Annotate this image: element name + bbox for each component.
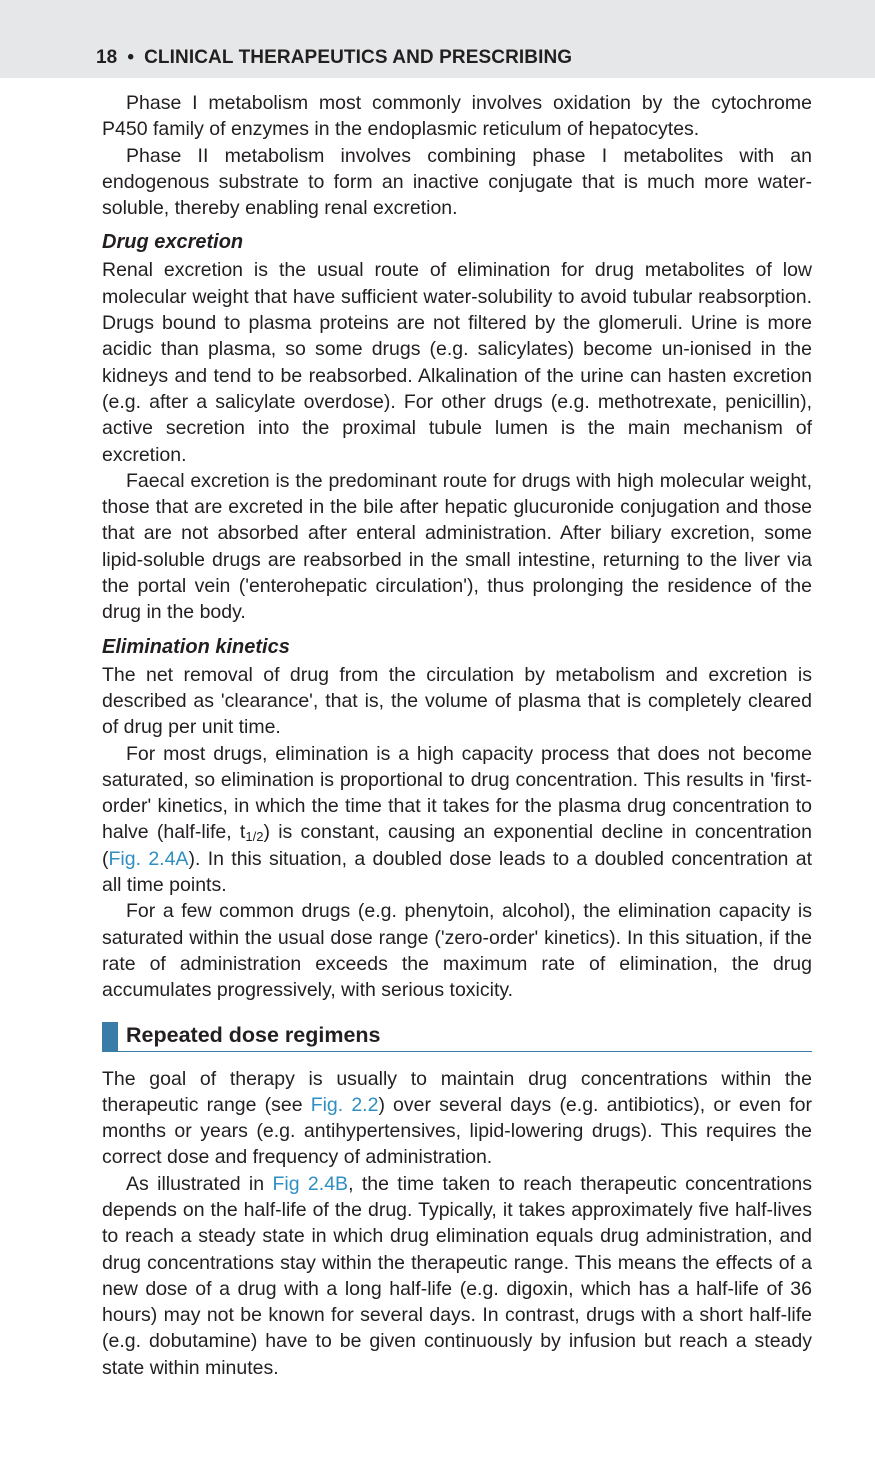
elimination-paragraph-2 [102, 741, 812, 899]
repeated-p1-text-a: The goal of therapy is usually to maintain drug concentrations within the therapeutic range (see [102, 1067, 812, 1116]
elimination-p2-text-c: ). In this situation, a doubled dose leads to a doubled concentration at all time points. [102, 847, 812, 897]
drug-excretion-paragraph-1: Renal excretion is the usual route of elimination for drug metabolites of low molecular weight that have sufficient water-solubility to avoid tubular reabsorption. Drugs bound to plasma proteins are not filtered by the glomeruli. Urine is more acidic than plasma, so some drugs (e.g. salicylates) become un-ionised in the kidneys and tend to be reabsorbed. Alkalination of the urine can hasten excretion (e.g. after a salicylate overdose). For other drugs (e.g. methotrexate, penicillin), active secretion into the proximal tubule lumen is the main mechanism of excretion. [102, 259, 812, 466]
repeated-p2-text-a: As illustrated in [126, 1172, 273, 1195]
repeated-dose-heading: Repeated dose regimens [126, 1022, 381, 1047]
fig-2-4a-link[interactable]: Fig. 2.4A [108, 847, 189, 870]
page-number: 18 [96, 47, 118, 68]
elimination-kinetics-heading: Elimination kinetics [102, 635, 290, 658]
intro-paragraph-2: Phase II metabolism involves combining phase I metabolites with an endogenous substrate to form an inactive conjugate that is much more water-soluble, thereby enabling renal excretion. [102, 144, 812, 220]
fig-2-4b-link[interactable]: Fig 2.4B [272, 1172, 349, 1195]
repeated-p1-text-b: ) over several days (e.g. antibiotics), or even for months or years (e.g. antihypertensives, lipid-lowering drugs). This requires the correct dose and frequency of administration. [102, 1093, 812, 1169]
half-life-subscript: 1/2 [245, 829, 264, 845]
elimination-paragraph-3: For a few common drugs (e.g. phenytoin, alcohol), the elimination capacity is saturated within the usual dose range ('zero-order' kinetics). In this situation, if the rate of administration exceeds the maximum rate of elimination, the drug accumulates progressively, with serious toxicity. [102, 900, 812, 1002]
page-content [102, 90, 812, 1381]
fig-2-2-link[interactable]: Fig. 2.2 [310, 1093, 379, 1116]
drug-excretion-paragraph-2: Faecal excretion is the predominant route for drugs with high molecular weight, those that are excreted in the bile after hepatic glucuronide conjugation and those that are not absorbed after enteral administration. After biliary excretion, some lipid-soluble drugs are reabsorbed in the small intestine, returning to the liver via the portal vein ('enterohepatic circulation'), thus prolonging the residence of the drug in the body. [102, 469, 812, 624]
header-bullet: • [127, 47, 135, 68]
repeated-dose-paragraph-2 [102, 1171, 812, 1381]
section-accent-bar [102, 1022, 118, 1052]
elimination-paragraph-1: The net removal of drug from the circulation by metabolism and excretion is described as 'clearance', that is, the volume of plasma that is completely cleared of drug per unit time. [102, 663, 812, 739]
running-title: CLINICAL THERAPEUTICS AND PRESCRIBING [144, 47, 573, 68]
repeated-dose-paragraph-1 [102, 1066, 812, 1171]
elimination-p2-text-a: For most drugs, elimination is a high capacity process that does not become saturated, so elimination is proportional to drug concentration. This results in 'first-order' kinetics, in which the time that it takes for the plasma drug concentration to halve (half-life, t [102, 742, 812, 844]
elimination-p2-text-b: ) is constant, causing an exponential decline in concentration ( [102, 821, 812, 870]
repeated-dose-section-header [102, 1020, 812, 1052]
repeated-p2-text-b: , the time taken to reach therapeutic concentrations depends on the half-life of the drug. Typically, it takes approximately five half-lives to reach a steady state in which drug elimination equals drug administration, and drug concentrations stay within the therapeutic range. This means the effects of a new dose of a drug with a long half-life (e.g. digoxin, which has a half-life of 36 hours) may not be known for several days. In contrast, drugs with a short half-life (e.g. dobutamine) have to be given continuously by infusion but reach a steady state within minutes. [102, 1172, 813, 1379]
drug-excretion-heading: Drug excretion [102, 231, 244, 254]
running-head [96, 47, 572, 69]
intro-paragraph-1: Phase I metabolism most commonly involves oxidation by the cytochrome P450 family of enzymes in the endoplasmic reticulum of hepatocytes. [102, 92, 812, 141]
